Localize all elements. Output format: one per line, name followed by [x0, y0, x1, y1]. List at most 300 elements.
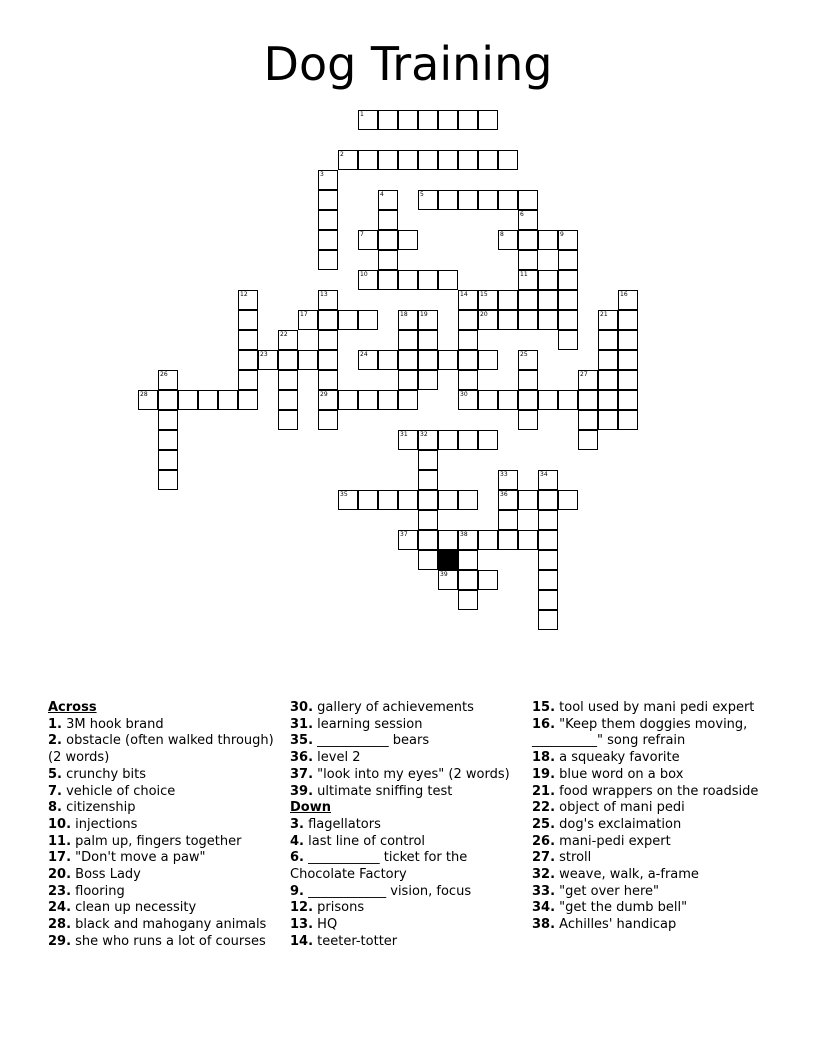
black-cell	[438, 550, 458, 570]
clue-text: 3M hook brand	[61, 716, 164, 732]
grid-cell[interactable]	[578, 370, 598, 390]
cell-number: 4	[380, 191, 384, 198]
grid-cell[interactable]	[518, 390, 538, 410]
cell-number: 17	[300, 311, 308, 318]
grid-cell[interactable]	[418, 330, 438, 350]
cell-number: 36	[500, 491, 508, 498]
clue-number: 8.	[48, 800, 62, 816]
grid-cell[interactable]	[238, 350, 258, 370]
clue-text: HQ	[313, 917, 338, 933]
grid-cell[interactable]	[298, 310, 318, 330]
cell-number: 6	[520, 211, 524, 218]
grid-cell[interactable]	[558, 270, 578, 290]
grid-cell[interactable]	[178, 390, 198, 410]
grid-cell[interactable]	[218, 390, 238, 410]
grid-cell[interactable]	[478, 570, 498, 590]
grid-cell[interactable]	[458, 490, 478, 510]
cell-number: 15	[480, 291, 488, 298]
cell-number: 18	[400, 311, 408, 318]
grid-cell[interactable]	[398, 390, 418, 410]
clue-text: "get the dumb bell"	[555, 900, 688, 916]
grid-cell[interactable]	[398, 430, 418, 450]
grid-cell[interactable]	[318, 310, 338, 330]
cell-number: 27	[580, 371, 588, 378]
grid-cell[interactable]	[458, 290, 478, 310]
grid-cell[interactable]	[418, 490, 438, 510]
across-clue	[48, 850, 280, 867]
grid-cell[interactable]	[278, 390, 298, 410]
grid-cell[interactable]	[518, 290, 538, 310]
clue-text: dog's exclaimation	[555, 816, 682, 832]
cell-number: 19	[420, 311, 428, 318]
clue-number: 33.	[532, 883, 556, 899]
clue-text: injections	[71, 816, 138, 832]
grid-cell[interactable]	[538, 530, 558, 550]
grid-cell[interactable]	[438, 150, 458, 170]
grid-cell[interactable]	[518, 490, 538, 510]
clue-text: level 2	[313, 750, 361, 766]
grid-cell[interactable]	[378, 250, 398, 270]
grid-cell[interactable]	[558, 330, 578, 350]
grid-cell[interactable]	[578, 390, 598, 410]
grid-cell[interactable]	[618, 290, 638, 310]
grid-cell[interactable]	[418, 270, 438, 290]
clue-text: "get over here"	[555, 883, 660, 899]
grid-cell[interactable]	[438, 110, 458, 130]
grid-cell[interactable]	[158, 470, 178, 490]
grid-cell[interactable]	[498, 190, 518, 210]
grid-cell[interactable]	[618, 350, 638, 370]
grid-cell[interactable]	[238, 370, 258, 390]
grid-cell[interactable]	[538, 510, 558, 530]
grid-cell[interactable]	[418, 430, 438, 450]
across-heading: Across	[48, 700, 97, 715]
grid-cell[interactable]	[418, 110, 438, 130]
cell-number: 20	[480, 311, 488, 318]
grid-cell[interactable]	[318, 250, 338, 270]
cell-number: 2	[340, 151, 344, 158]
grid-cell[interactable]	[518, 270, 538, 290]
clue-text: citizenship	[61, 800, 136, 816]
down-clue	[290, 917, 522, 934]
clue-number: 9.	[290, 883, 304, 899]
grid-cell[interactable]	[198, 390, 218, 410]
grid-cell[interactable]	[538, 230, 558, 250]
grid-cell[interactable]	[458, 570, 478, 590]
grid-cell[interactable]	[378, 110, 398, 130]
cell-number: 1	[360, 111, 364, 118]
grid-cell[interactable]	[418, 470, 438, 490]
clue-number: 7.	[48, 783, 62, 799]
grid-cell[interactable]	[458, 150, 478, 170]
down-clue	[532, 700, 772, 717]
grid-cell[interactable]	[478, 530, 498, 550]
grid-cell[interactable]	[418, 310, 438, 330]
down-clue	[532, 850, 772, 867]
grid-cell[interactable]	[518, 210, 538, 230]
grid-cell[interactable]	[458, 330, 478, 350]
grid-cell[interactable]	[438, 350, 458, 370]
clue-text: palm up, fingers together	[71, 833, 242, 849]
grid-cell[interactable]	[418, 530, 438, 550]
cell-number: 8	[500, 231, 504, 238]
grid-cell[interactable]	[458, 530, 478, 550]
grid-cell[interactable]	[378, 390, 398, 410]
grid-cell[interactable]	[358, 110, 378, 130]
grid-cell[interactable]	[438, 190, 458, 210]
grid-cell[interactable]	[318, 290, 338, 310]
grid-cell[interactable]	[478, 190, 498, 210]
grid-cell[interactable]	[338, 490, 358, 510]
grid-cell[interactable]	[438, 490, 458, 510]
clue-text: ultimate sniffing test	[313, 783, 453, 799]
across-clue	[290, 717, 522, 734]
cell-number: 29	[320, 391, 328, 398]
cell-number: 5	[420, 191, 424, 198]
grid-cell[interactable]	[318, 390, 338, 410]
across-clue	[290, 700, 522, 717]
grid-cell[interactable]	[398, 270, 418, 290]
grid-cell[interactable]	[518, 310, 538, 330]
grid-cell[interactable]	[498, 530, 518, 550]
across-clue	[48, 800, 280, 817]
clue-text: weave, walk, a-frame	[555, 867, 699, 883]
cell-number: 34	[540, 471, 548, 478]
across-clue	[290, 733, 522, 750]
grid-cell[interactable]	[298, 350, 318, 370]
grid-cell[interactable]	[458, 350, 478, 370]
grid-cell[interactable]	[598, 330, 618, 350]
clue-number: 18.	[532, 750, 556, 766]
grid-cell[interactable]	[418, 550, 438, 570]
clue-number: 13.	[290, 917, 314, 933]
grid-cell[interactable]	[458, 550, 478, 570]
grid-cell[interactable]	[398, 310, 418, 330]
clue-text: "Don't move a paw"	[71, 850, 206, 866]
grid-cell[interactable]	[358, 310, 378, 330]
down-clue	[532, 717, 772, 750]
grid-cell[interactable]	[398, 350, 418, 370]
across-clue	[48, 784, 280, 801]
clue-number: 3.	[290, 816, 304, 832]
grid-cell[interactable]	[418, 370, 438, 390]
grid-cell[interactable]	[538, 610, 558, 630]
across-clue	[48, 767, 280, 784]
grid-cell[interactable]	[378, 270, 398, 290]
grid-cell[interactable]	[258, 350, 278, 370]
across-clue	[48, 834, 280, 851]
clue-text: black and mahogany animals	[71, 917, 267, 933]
across-clue	[48, 917, 280, 934]
clue-number: 17.	[48, 850, 72, 866]
across-clue	[48, 717, 280, 734]
clue-number: 24.	[48, 900, 72, 916]
clue-number: 11.	[48, 833, 72, 849]
clue-text: tool used by mani pedi expert	[555, 700, 755, 715]
grid-cell[interactable]	[458, 190, 478, 210]
grid-cell[interactable]	[358, 230, 378, 250]
grid-cell[interactable]	[498, 290, 518, 310]
clue-number: 29.	[48, 933, 72, 949]
grid-cell[interactable]	[498, 230, 518, 250]
grid-cell[interactable]	[398, 530, 418, 550]
clue-number: 22.	[532, 800, 556, 816]
grid-cell[interactable]	[478, 110, 498, 130]
clue-text: food wrappers on the roadside	[555, 783, 759, 799]
cell-number: 31	[400, 431, 408, 438]
clue-number: 38.	[532, 917, 556, 933]
grid-cell[interactable]	[598, 390, 618, 410]
across-clue	[48, 733, 280, 766]
grid-cell[interactable]	[558, 390, 578, 410]
down-clue	[532, 917, 772, 934]
clue-number: 5.	[48, 766, 62, 782]
grid-cell[interactable]	[538, 590, 558, 610]
grid-cell[interactable]	[458, 390, 478, 410]
grid-cell[interactable]	[338, 150, 358, 170]
clue-text: "Keep them doggies moving, __________" song refrain	[532, 716, 748, 749]
grid-cell[interactable]	[318, 190, 338, 210]
clue-number: 36.	[290, 750, 314, 766]
down-clue	[532, 884, 772, 901]
grid-cell[interactable]	[538, 490, 558, 510]
grid-cell[interactable]	[318, 210, 338, 230]
grid-cell[interactable]	[378, 350, 398, 370]
grid-cell[interactable]	[398, 490, 418, 510]
grid-cell[interactable]	[498, 490, 518, 510]
grid-cell[interactable]	[598, 370, 618, 390]
cell-number: 26	[160, 371, 168, 378]
clue-number: 20.	[48, 867, 72, 883]
grid-cell[interactable]	[438, 430, 458, 450]
grid-cell[interactable]	[538, 290, 558, 310]
clue-number: 37.	[290, 766, 314, 782]
grid-cell[interactable]	[558, 230, 578, 250]
grid-cell[interactable]	[478, 290, 498, 310]
grid-cell[interactable]	[478, 350, 498, 370]
cell-number: 23	[260, 351, 268, 358]
grid-cell[interactable]	[318, 170, 338, 190]
down-clue	[290, 934, 522, 951]
grid-cell[interactable]	[498, 310, 518, 330]
grid-cell[interactable]	[418, 510, 438, 530]
grid-cell[interactable]	[558, 310, 578, 330]
clue-number: 26.	[532, 833, 556, 849]
grid-cell[interactable]	[238, 310, 258, 330]
grid-cell[interactable]	[598, 310, 618, 330]
grid-cell[interactable]	[338, 390, 358, 410]
clue-number: 4.	[290, 833, 304, 849]
grid-cell[interactable]	[498, 390, 518, 410]
cell-number: 12	[240, 291, 248, 298]
grid-cell[interactable]	[538, 470, 558, 490]
cell-number: 39	[440, 571, 448, 578]
grid-cell[interactable]	[458, 370, 478, 390]
grid-cell[interactable]	[518, 230, 538, 250]
clue-text: stroll	[555, 850, 592, 866]
cell-number: 11	[520, 271, 528, 278]
grid-cell[interactable]	[618, 330, 638, 350]
grid-cell[interactable]	[358, 350, 378, 370]
grid-cell[interactable]	[278, 410, 298, 430]
grid-cell[interactable]	[238, 330, 258, 350]
clue-text: prisons	[313, 900, 365, 916]
grid-cell[interactable]	[558, 490, 578, 510]
grid-cell[interactable]	[398, 370, 418, 390]
grid-cell[interactable]	[318, 370, 338, 390]
clue-text: flooring	[71, 883, 125, 899]
grid-cell[interactable]	[238, 390, 258, 410]
grid-cell[interactable]	[458, 310, 478, 330]
grid-cell[interactable]	[378, 150, 398, 170]
grid-cell[interactable]	[578, 430, 598, 450]
grid-cell[interactable]	[358, 390, 378, 410]
grid-cell[interactable]	[398, 150, 418, 170]
grid-cell[interactable]	[578, 410, 598, 430]
cell-number: 24	[360, 351, 368, 358]
grid-cell[interactable]	[398, 110, 418, 130]
down-clue	[532, 750, 772, 767]
grid-cell[interactable]	[498, 510, 518, 530]
grid-cell[interactable]	[438, 270, 458, 290]
down-clue	[290, 834, 522, 851]
cell-number: 13	[320, 291, 328, 298]
grid-cell[interactable]	[438, 570, 458, 590]
clue-text: flagellators	[303, 816, 381, 832]
grid-cell[interactable]	[318, 330, 338, 350]
grid-cell[interactable]	[158, 410, 178, 430]
cell-number: 25	[520, 351, 528, 358]
down-clue	[290, 884, 522, 901]
grid-cell[interactable]	[498, 470, 518, 490]
grid-cell[interactable]	[538, 270, 558, 290]
cell-number: 33	[500, 471, 508, 478]
grid-cell[interactable]	[538, 570, 558, 590]
grid-cell[interactable]	[618, 310, 638, 330]
down-clue	[532, 767, 772, 784]
grid-cell[interactable]	[518, 410, 538, 430]
grid-cell[interactable]	[538, 390, 558, 410]
clue-text: Achilles' handicap	[555, 917, 677, 933]
grid-cell[interactable]	[558, 290, 578, 310]
clue-number: 23.	[48, 883, 72, 899]
clue-number: 1.	[48, 716, 62, 732]
grid-cell[interactable]	[518, 530, 538, 550]
grid-cell[interactable]	[378, 190, 398, 210]
cell-number: 30	[460, 391, 468, 398]
grid-cell[interactable]	[518, 350, 538, 370]
grid-cell[interactable]	[458, 590, 478, 610]
grid-cell[interactable]	[518, 250, 538, 270]
grid-cell[interactable]	[598, 350, 618, 370]
clue-number: 6.	[290, 850, 304, 866]
clue-number: 2.	[48, 733, 62, 749]
grid-cell[interactable]	[618, 390, 638, 410]
clue-text: she who runs a lot of courses	[71, 933, 266, 949]
grid-cell[interactable]	[378, 230, 398, 250]
grid-cell[interactable]	[318, 410, 338, 430]
grid-cell[interactable]	[318, 230, 338, 250]
grid-cell[interactable]	[438, 530, 458, 550]
grid-cell[interactable]	[398, 230, 418, 250]
clue-number: 21.	[532, 783, 556, 799]
clue-number: 31.	[290, 716, 314, 732]
cell-number: 7	[360, 231, 364, 238]
grid-cell[interactable]	[618, 410, 638, 430]
grid-cell[interactable]	[538, 310, 558, 330]
clue-number: 16.	[532, 716, 556, 732]
clue-number: 35.	[290, 733, 314, 749]
grid-cell[interactable]	[618, 370, 638, 390]
grid-cell[interactable]	[138, 390, 158, 410]
clues-column-3	[532, 700, 772, 934]
clue-text: ___________ ticket for the Chocolate Factory	[290, 850, 468, 883]
clue-number: 12.	[290, 900, 314, 916]
cell-number: 16	[620, 291, 628, 298]
cell-number: 10	[360, 271, 368, 278]
grid-cell[interactable]	[478, 150, 498, 170]
grid-cell[interactable]	[458, 430, 478, 450]
grid-cell[interactable]	[498, 150, 518, 170]
grid-cell[interactable]	[338, 310, 358, 330]
grid-cell[interactable]	[418, 150, 438, 170]
across-clue	[48, 934, 280, 951]
grid-cell[interactable]	[358, 490, 378, 510]
cell-number: 9	[560, 231, 564, 238]
across-clue	[48, 867, 280, 884]
down-clue	[290, 817, 522, 834]
down-clue	[290, 850, 522, 883]
grid-cell[interactable]	[318, 350, 338, 370]
grid-cell[interactable]	[558, 250, 578, 270]
grid-cell[interactable]	[418, 350, 438, 370]
grid-cell[interactable]	[378, 210, 398, 230]
grid-cell[interactable]	[458, 110, 478, 130]
down-clue	[290, 900, 522, 917]
clue-number: 34.	[532, 900, 556, 916]
clue-number: 14.	[290, 933, 314, 949]
grid-cell[interactable]	[358, 270, 378, 290]
clue-number: 25.	[532, 816, 556, 832]
grid-cell[interactable]	[358, 150, 378, 170]
grid-cell[interactable]	[418, 190, 438, 210]
grid-cell[interactable]	[398, 330, 418, 350]
grid-cell[interactable]	[158, 450, 178, 470]
grid-cell[interactable]	[538, 550, 558, 570]
grid-cell[interactable]	[418, 450, 438, 470]
grid-cell[interactable]	[158, 390, 178, 410]
grid-cell[interactable]	[378, 490, 398, 510]
grid-cell[interactable]	[518, 190, 538, 210]
clue-text: gallery of achievements	[313, 700, 474, 715]
down-clue	[532, 867, 772, 884]
grid-cell[interactable]	[598, 410, 618, 430]
grid-cell[interactable]	[478, 390, 498, 410]
grid-cell[interactable]	[478, 310, 498, 330]
clue-text: obstacle (often walked through)(2 words)	[48, 733, 274, 766]
down-clue	[532, 800, 772, 817]
grid-cell[interactable]	[158, 430, 178, 450]
grid-cell[interactable]	[478, 430, 498, 450]
grid-cell[interactable]	[518, 370, 538, 390]
grid-cell[interactable]	[278, 350, 298, 370]
grid-cell[interactable]	[158, 370, 178, 390]
grid-cell[interactable]	[238, 290, 258, 310]
clue-text: blue word on a box	[555, 766, 684, 782]
clue-number: 30.	[290, 700, 314, 715]
grid-cell[interactable]	[278, 330, 298, 350]
grid-cell[interactable]	[278, 370, 298, 390]
